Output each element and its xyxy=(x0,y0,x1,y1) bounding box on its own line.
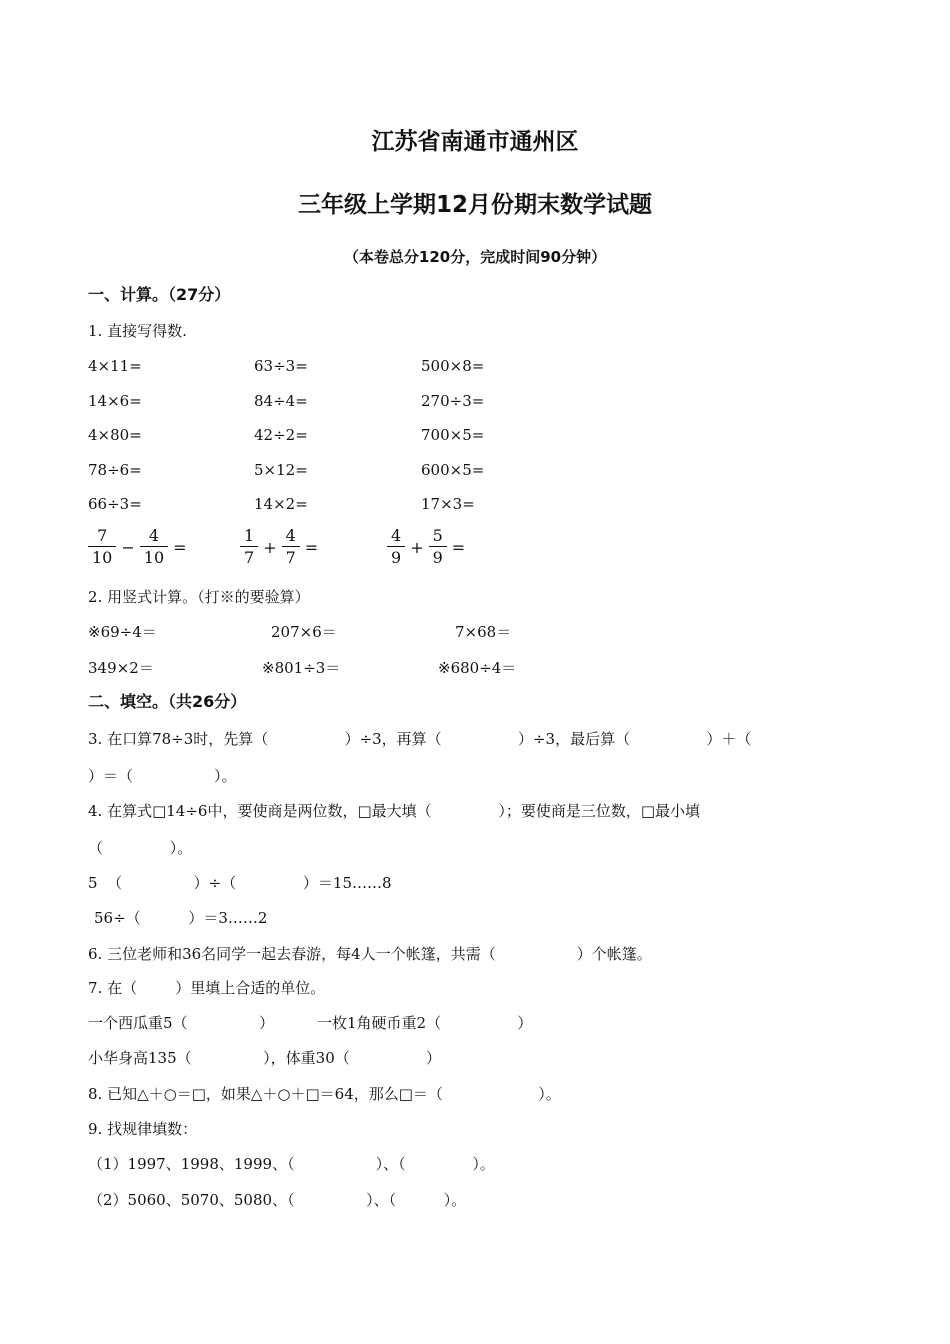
numerator: 5 xyxy=(432,526,443,545)
calc-item: 42÷2= xyxy=(254,426,308,444)
question-line: 3. 在口算78÷3时，先算（ ）÷3，再算（ ）÷3，最后算（ ）＋（ xyxy=(88,730,752,748)
fraction-expression xyxy=(86,526,190,569)
denominator: 10 xyxy=(88,546,116,569)
equals-sign: = xyxy=(304,538,319,557)
calc-item: 14×2= xyxy=(254,495,308,513)
fraction-expression xyxy=(238,526,321,569)
question-line: （ ）。 xyxy=(88,839,193,857)
numerator: 4 xyxy=(391,526,402,545)
question-line: 8. 已知△＋○＝□，如果△＋○＋□＝64，那么□＝（ ）。 xyxy=(88,1085,561,1103)
calc-item: 5×12= xyxy=(254,461,308,479)
question-1-label: 1. 直接写得数. xyxy=(88,322,187,340)
exam-note: （本卷总分120分，完成时间90分钟） xyxy=(343,248,607,266)
calc-item: 17×3= xyxy=(421,495,475,513)
calc-item: 4×11= xyxy=(88,357,142,375)
question-line: 56÷（ ）＝3……2 xyxy=(94,909,268,927)
document-title: 江苏省南通市通州区 xyxy=(371,129,579,155)
question-line: 9. 找规律填数： xyxy=(88,1120,198,1138)
calc-item: 14×6= xyxy=(88,392,142,410)
denominator: 9 xyxy=(429,546,447,569)
calc-item: 270÷3= xyxy=(421,392,485,410)
vertical-calc-item: ※680÷4＝ xyxy=(438,659,517,677)
question-line: ）＝（ ）。 xyxy=(88,767,237,785)
vertical-calc-item: 207×6＝ xyxy=(271,623,337,641)
question-line: 4. 在算式□14÷6中，要使商是两位数，□最大填（ ）；要使商是三位数，□最小填 xyxy=(88,802,701,820)
operator: − xyxy=(121,538,135,557)
section-2-heading: 二、填空。（共26分） xyxy=(88,692,247,711)
question-line: （2）5060、5070、5080、（ ）、（ ）。 xyxy=(88,1191,467,1209)
calc-item: 500×8= xyxy=(421,357,485,375)
calc-item: 78÷6= xyxy=(88,461,142,479)
question-line: 一个西瓜重5（ ） 一枚1角硬币重2（ ） xyxy=(88,1014,533,1032)
vertical-calc-item: ※801÷3＝ xyxy=(262,659,341,677)
calc-item: 4×80= xyxy=(88,426,142,444)
operator: + xyxy=(263,538,277,557)
operator: + xyxy=(410,538,424,557)
question-line: 7. 在（ ）里填上合适的单位。 xyxy=(88,979,326,997)
denominator: 7 xyxy=(282,546,300,569)
calc-item: 700×5= xyxy=(421,426,485,444)
calc-item: 600×5= xyxy=(421,461,485,479)
vertical-calc-item: 7×68＝ xyxy=(455,623,512,641)
question-line: （1）1997、1998、1999、（ ）、（ ）。 xyxy=(88,1155,495,1173)
question-2-label: 2. 用竖式计算。（打※的要验算） xyxy=(88,588,310,606)
vertical-calc-item: ※69÷4＝ xyxy=(88,623,157,641)
calc-item: 63÷3= xyxy=(254,357,308,375)
equals-sign: = xyxy=(173,538,187,557)
numerator: 7 xyxy=(97,526,108,545)
equals-sign: = xyxy=(451,538,466,557)
question-line: 5 （ ）÷（ ）＝15……8 xyxy=(88,874,392,892)
calc-item: 84÷4= xyxy=(254,392,308,410)
fraction-expression xyxy=(385,526,468,569)
document-subtitle: 三年级上学期12月份期末数学试题 xyxy=(297,192,652,218)
denominator: 10 xyxy=(140,546,168,569)
numerator: 4 xyxy=(148,526,160,545)
question-line: 小华身高135（ ），体重30（ ） xyxy=(88,1049,442,1067)
vertical-calc-item: 349×2＝ xyxy=(88,659,154,677)
numerator: 4 xyxy=(285,526,296,545)
section-1-heading: 一、计算。（27分） xyxy=(88,285,231,304)
denominator: 7 xyxy=(240,546,258,569)
calc-item: 66÷3= xyxy=(88,495,142,513)
denominator: 9 xyxy=(387,546,405,569)
numerator: 1 xyxy=(244,526,255,545)
question-line: 6. 三位老师和36名同学一起去春游，每4人一个帐篷，共需（ ）个帐篷。 xyxy=(88,945,652,963)
